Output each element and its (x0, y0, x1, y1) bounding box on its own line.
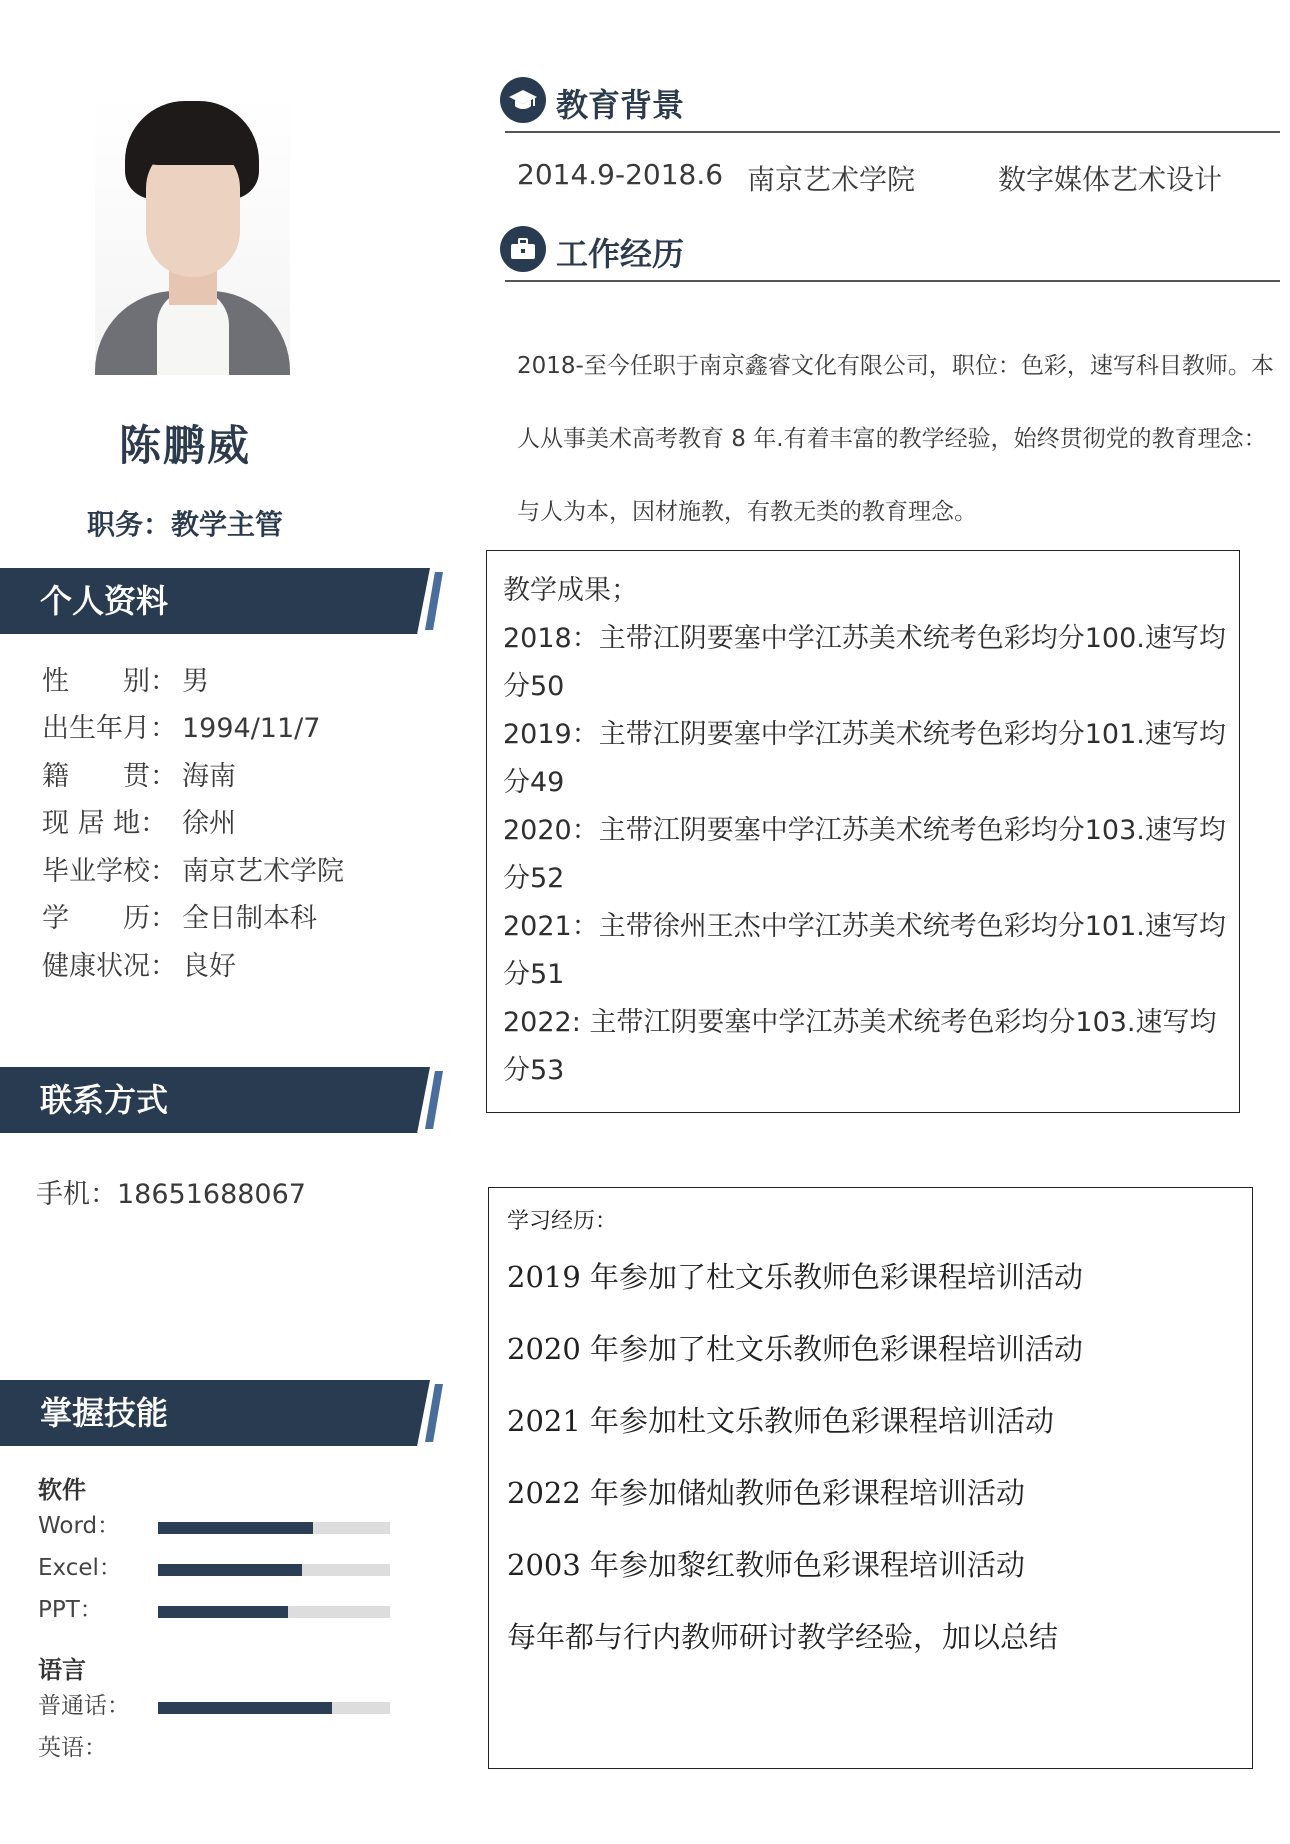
band-accent (425, 1071, 443, 1129)
education-school: 南京艺术学院 (747, 163, 916, 196)
study-line: 2022 年参加储灿教师色彩课程培训活动 (507, 1476, 1026, 1510)
info-residence: 现 居 地： 徐州 (42, 808, 236, 839)
achievement-line: 分50 (503, 671, 565, 702)
skill-bar-fill (158, 1564, 302, 1576)
section-divider (505, 131, 1280, 133)
band-accent (425, 1384, 443, 1442)
achievements-box (486, 550, 1240, 1113)
skill-bar-track (158, 1702, 390, 1714)
study-line: 2019 年参加了杜文乐教师色彩课程培训活动 (507, 1260, 1084, 1294)
achievement-line: 分51 (503, 959, 565, 990)
study-line: 2003 年参加黎红教师色彩课程培训活动 (507, 1548, 1026, 1582)
info-hometown: 籍 贯： 海南 (42, 761, 236, 792)
achievement-line: 2021：主带徐州王杰中学江苏美术统考色彩均分101.速写均 (503, 911, 1226, 942)
education-period: 2014.9-2018.6 (517, 158, 724, 191)
achievement-line: 2020：主带江阴要塞中学江苏美术统考色彩均分103.速写均 (503, 815, 1226, 846)
skill-bar-track (158, 1522, 390, 1534)
study-line: 2021 年参加杜文乐教师色彩课程培训活动 (507, 1404, 1055, 1438)
achievement-line: 分52 (503, 863, 565, 894)
work-line: 2018-至今任职于南京鑫睿文化有限公司，职位：色彩，速写科目教师。本 (517, 353, 1274, 379)
band-accent (425, 572, 443, 630)
skill-bar-fill (158, 1522, 313, 1534)
section-title-work: 工作经历 (556, 235, 685, 273)
achievement-line: 2022: 主带江阴要塞中学江苏美术统考色彩均分103.速写均 (503, 1007, 1217, 1038)
work-line: 与人为本，因材施教，有教无类的教育理念。 (517, 499, 977, 525)
skill-bar-track (158, 1564, 390, 1576)
skill-bar-fill (158, 1702, 332, 1714)
info-gender: 性 别： 男 (42, 666, 209, 697)
achievement-line: 2019：主带江阴要塞中学江苏美术统考色彩均分101.速写均 (503, 719, 1226, 750)
info-school: 毕业学校： 南京艺术学院 (42, 856, 344, 887)
work-line: 人从事美术高考教育 8 年.有着丰富的教学经验，始终贯彻党的教育理念： (517, 426, 1267, 452)
section-title-personal: 个人资料 (40, 582, 169, 620)
skill-mandarin: 普通话： (38, 1690, 398, 1722)
briefcase-icon (500, 226, 546, 272)
skill-word: Word： (38, 1510, 398, 1542)
skill-bar-track (158, 1606, 390, 1618)
achievement-line: 2018：主带江阴要塞中学江苏美术统考色彩均分100.速写均 (503, 623, 1226, 654)
profile-photo (95, 95, 290, 375)
info-birthdate: 出生年月： 1994/11/7 (42, 713, 321, 744)
skill-excel: Excel： (38, 1552, 398, 1584)
work-description (517, 330, 1277, 549)
study-line: 2020 年参加了杜文乐教师色彩课程培训活动 (507, 1332, 1084, 1366)
graduation-cap-icon (500, 77, 546, 123)
achievement-line: 教学成果； (503, 575, 638, 606)
study-title: 学习经历： (507, 1209, 618, 1234)
study-line: 每年都与行内教师研讨教学经验，加以总结 (507, 1620, 1059, 1654)
job-position: 职务：教学主管 (86, 508, 283, 541)
skills-software-heading: 软件 (38, 1476, 86, 1504)
section-title-education: 教育背景 (556, 86, 685, 124)
skill-english: 英语： (38, 1735, 107, 1761)
info-education: 学 历： 全日制本科 (42, 903, 317, 934)
skill-ppt: PPT： (38, 1594, 398, 1626)
section-divider (505, 280, 1280, 282)
education-major: 数字媒体艺术设计 (998, 163, 1223, 196)
skills-language-heading: 语言 (38, 1656, 86, 1684)
achievement-line: 分49 (503, 767, 565, 798)
skill-bar-fill (158, 1606, 288, 1618)
person-name: 陈鹏威 (118, 421, 251, 470)
achievement-line: 分53 (503, 1055, 565, 1086)
study-box (488, 1187, 1253, 1769)
contact-phone: 手机：18651688067 (36, 1179, 306, 1210)
info-health: 健康状况： 良好 (42, 951, 236, 982)
section-title-contact: 联系方式 (40, 1081, 169, 1119)
section-title-skills: 掌握技能 (40, 1394, 169, 1432)
